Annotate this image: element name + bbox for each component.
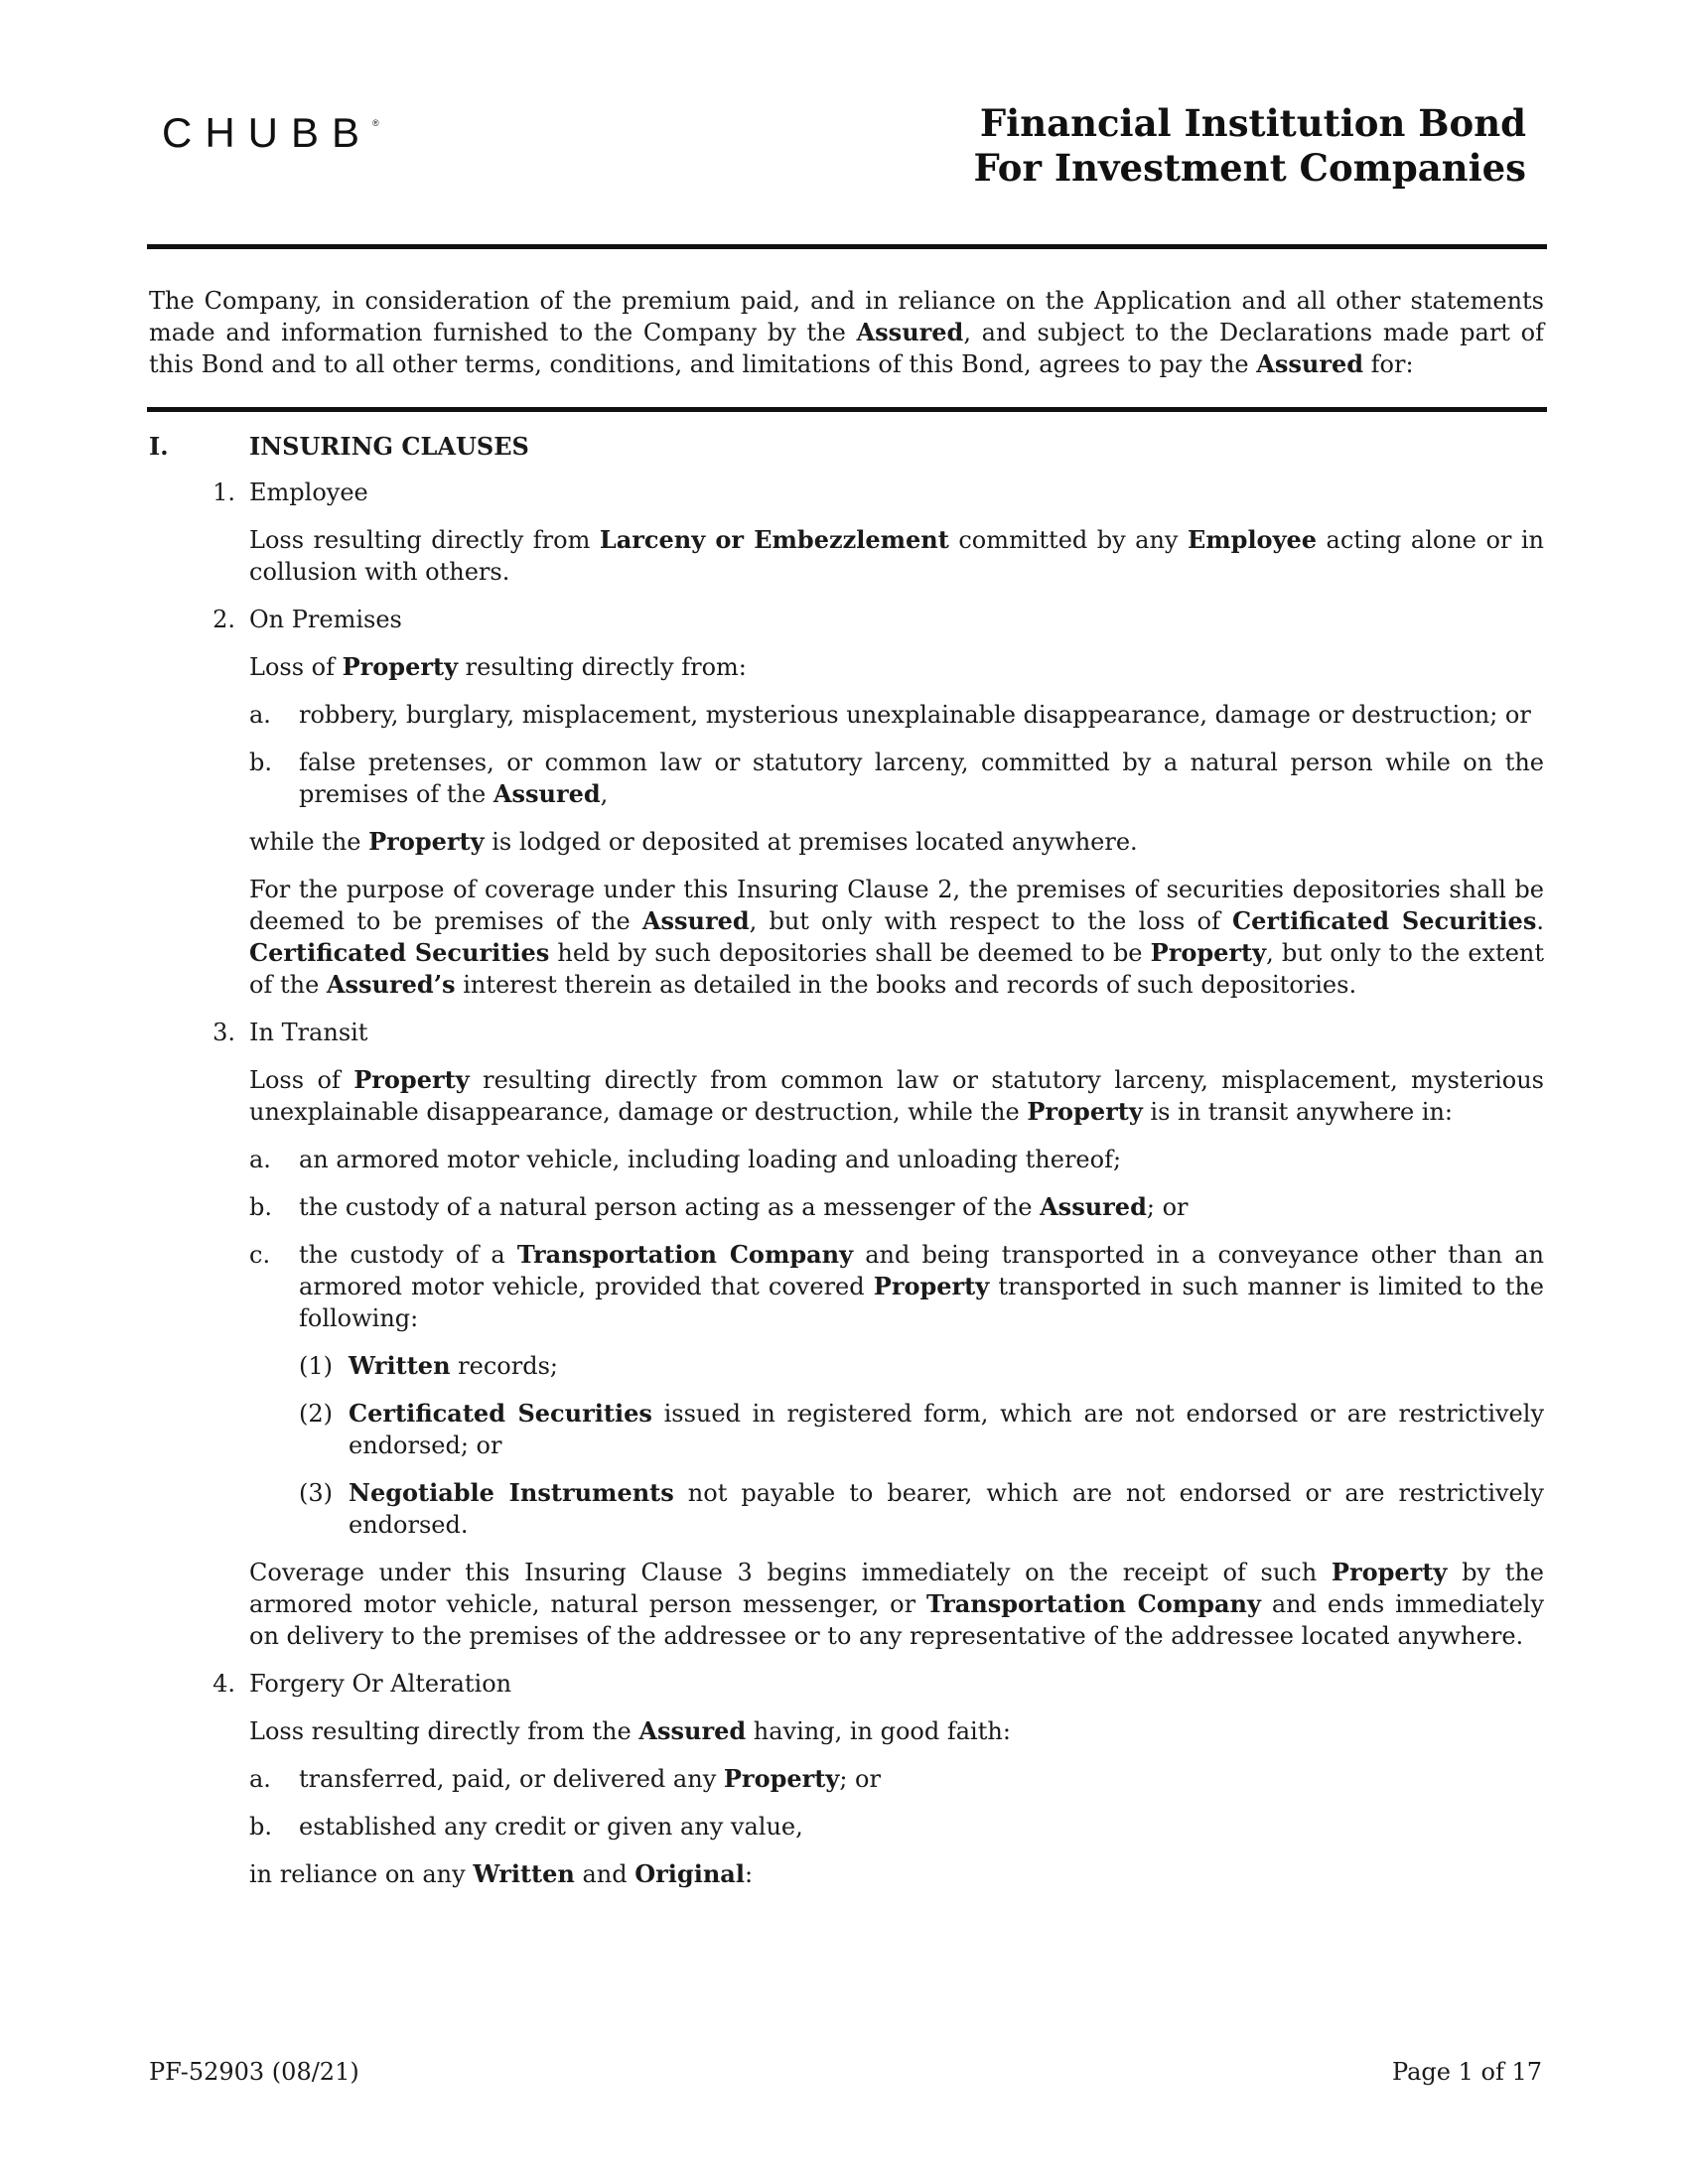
- section-heading: [149, 431, 1544, 463]
- text: and: [574, 1860, 635, 1888]
- text: not payable to bearer, which are not endorsed or are restrictively endorsed.: [349, 1479, 1544, 1539]
- logo-text: CHUBB: [162, 109, 373, 156]
- clause-paragraph: [249, 1064, 1544, 1128]
- defined-term: Certificated Securities: [349, 1399, 652, 1428]
- intro-text: The Company, in consideration of the premium paid, and in reliance on the Application and all other statements made and information furnished to the Company by the: [149, 287, 1544, 346]
- defined-term: Property: [1027, 1097, 1143, 1126]
- intro-text: , and subject to the Declarations made part of this Bond and to all other terms, conditions, and limitations of this Bond, agrees to pay the: [149, 319, 1544, 378]
- text: ,: [600, 780, 609, 808]
- text: is in transit anywhere in:: [1142, 1098, 1453, 1126]
- intro-bold: Assured: [856, 318, 964, 346]
- clause-paragraph: [249, 1858, 1544, 1890]
- defined-term: Negotiable Instruments: [349, 1478, 674, 1507]
- text: acting alone or in collusion with others.: [249, 526, 1545, 586]
- text: committed by any: [948, 526, 1188, 554]
- text: by the armored motor vehicle, natural person messenger, or: [249, 1559, 1545, 1618]
- list-item: [249, 1763, 1544, 1795]
- clause-heading-on-premises: [149, 604, 1544, 635]
- text: the custody of a natural person acting as a messenger of the: [299, 1193, 1041, 1221]
- defined-term: Assured: [492, 779, 601, 808]
- text: issued in registered form, which are not endorsed or are restrictively endorsed; or: [349, 1400, 1544, 1459]
- registered-mark: ®: [372, 118, 379, 128]
- text: having, in good faith:: [746, 1717, 1011, 1745]
- defined-term: Property: [1331, 1558, 1448, 1586]
- text: false pretenses, or common law or statutory larceny, committed by a natural person while on the premises of the: [299, 749, 1544, 808]
- section-title: INSURING CLAUSES: [249, 432, 529, 461]
- text: resulting directly from common law or statutory larceny, misplacement, mysterious unexplainable disappearance, damage or destruction, while the: [249, 1066, 1544, 1126]
- text: , but only to the extent of the: [249, 939, 1545, 999]
- text: interest therein as detailed in the books and records of such depositories.: [455, 971, 1357, 999]
- item-label: a.: [249, 1765, 271, 1793]
- list-item: [249, 1144, 1544, 1175]
- sub-list-item: [299, 1398, 1544, 1461]
- sub-list-item: [299, 1477, 1544, 1541]
- list-item: [249, 1239, 1544, 1334]
- defined-term: Property: [1150, 938, 1267, 967]
- defined-term: Property: [368, 827, 485, 856]
- text: held by such depositories shall be deemed to be: [549, 939, 1151, 967]
- text: Coverage under this Insuring Clause 3 begins immediately on the receipt of such: [249, 1559, 1332, 1586]
- chubb-logo: [162, 109, 379, 157]
- clause-title: In Transit: [249, 1019, 368, 1046]
- item-label: a.: [249, 701, 271, 729]
- clause-number: 2.: [212, 606, 235, 633]
- text: and ends immediately on delivery to the premises of the addressee or to any representative of the addressee located anywhere.: [249, 1590, 1545, 1650]
- text: records;: [450, 1352, 558, 1380]
- defined-term: Written: [473, 1859, 575, 1888]
- defined-term: Property: [723, 1764, 840, 1793]
- text: , but only with respect to the loss of: [749, 907, 1233, 935]
- defined-term: Larceny or Embezzlement: [599, 525, 949, 554]
- item-label: b.: [249, 749, 272, 776]
- clause-paragraph: [249, 1715, 1544, 1747]
- document-body: [149, 431, 1544, 1906]
- title-line-2: For Investment Companies: [973, 146, 1526, 190]
- defined-term: Certificated Securities: [1232, 906, 1537, 935]
- section-number: I.: [149, 432, 169, 461]
- defined-term: Written: [349, 1351, 451, 1380]
- item-label: c.: [249, 1241, 271, 1269]
- text: Loss resulting directly from: [249, 526, 600, 554]
- document-title: [974, 101, 1526, 191]
- clause-paragraph: [249, 524, 1544, 588]
- text: transferred, paid, or delivered any: [299, 1765, 724, 1793]
- item-label: a.: [249, 1146, 271, 1173]
- text: in reliance on any: [249, 1860, 474, 1888]
- text: resulting directly from:: [458, 653, 747, 681]
- clause-title: Employee: [249, 478, 368, 506]
- intro-paragraph: [149, 285, 1544, 380]
- item-label: b.: [249, 1193, 272, 1221]
- list-item: [249, 699, 1544, 731]
- clause-paragraph: [249, 651, 1544, 683]
- text: robbery, burglary, misplacement, mysterious unexplainable disappearance, damage or destruction; or: [299, 701, 1531, 729]
- text: the custody of a: [299, 1241, 517, 1269]
- clause-heading-in-transit: [149, 1017, 1544, 1048]
- intro-bold: Assured: [1256, 349, 1364, 378]
- item-label: (1): [299, 1352, 333, 1380]
- defined-term: Assured: [638, 1716, 747, 1745]
- text: transported in such manner is limited to the following:: [299, 1273, 1544, 1332]
- sub-list-item: [299, 1350, 1544, 1382]
- header-rule: [147, 244, 1547, 249]
- defined-term: Assured: [641, 906, 750, 935]
- defined-term: Transportation Company: [926, 1589, 1261, 1618]
- intro-text: for:: [1363, 350, 1414, 378]
- item-label: b.: [249, 1813, 272, 1841]
- text: ; or: [839, 1765, 881, 1793]
- clause-paragraph: [249, 874, 1544, 1001]
- text: Loss of: [249, 1066, 354, 1094]
- defined-term: Certificated Securities: [249, 938, 550, 967]
- section-rule: [147, 407, 1547, 412]
- list-item: [249, 1811, 1544, 1843]
- clause-number: 1.: [212, 478, 235, 506]
- defined-term: Assured’s: [326, 970, 456, 999]
- defined-term: Property: [873, 1272, 990, 1300]
- text: For the purpose of coverage under this Insuring Clause 2, the premises of securities depositories shall be deemed to be premises of the: [249, 876, 1544, 935]
- defined-term: Original: [634, 1859, 745, 1888]
- text: and being transported in a conveyance other than an armored motor vehicle, provided that covered: [299, 1241, 1544, 1300]
- text: Loss of: [249, 653, 343, 681]
- defined-term: Transportation Company: [516, 1240, 854, 1269]
- text: while the: [249, 828, 369, 856]
- clause-number: 4.: [212, 1670, 235, 1698]
- title-line-1: Financial Institution Bond: [979, 101, 1526, 145]
- item-label: (3): [299, 1479, 333, 1507]
- clause-paragraph: [249, 826, 1544, 858]
- clause-heading-forgery: [149, 1668, 1544, 1700]
- form-number: PF-52903 (08/21): [149, 2058, 359, 2086]
- defined-term: Property: [342, 652, 459, 681]
- defined-term: Property: [353, 1065, 470, 1094]
- page-number: Page 1 of 17: [1392, 2058, 1542, 2086]
- text: ; or: [1146, 1193, 1189, 1221]
- text: an armored motor vehicle, including loading and unloading thereof;: [299, 1146, 1122, 1173]
- clause-title: On Premises: [249, 606, 402, 633]
- defined-term: Assured: [1040, 1192, 1147, 1221]
- list-item: [249, 747, 1544, 810]
- text: Loss resulting directly from the: [249, 1717, 639, 1745]
- defined-term: Employee: [1187, 525, 1318, 554]
- item-label: (2): [299, 1400, 333, 1428]
- list-item: [249, 1191, 1544, 1223]
- clause-number: 3.: [212, 1019, 235, 1046]
- text: :: [744, 1860, 754, 1888]
- clause-heading-employee: [149, 477, 1544, 508]
- text: is lodged or deposited at premises located anywhere.: [484, 828, 1138, 856]
- text: established any credit or given any value,: [299, 1813, 803, 1841]
- clause-title: Forgery Or Alteration: [249, 1670, 512, 1698]
- text: .: [1536, 907, 1544, 935]
- clause-paragraph: [249, 1557, 1544, 1652]
